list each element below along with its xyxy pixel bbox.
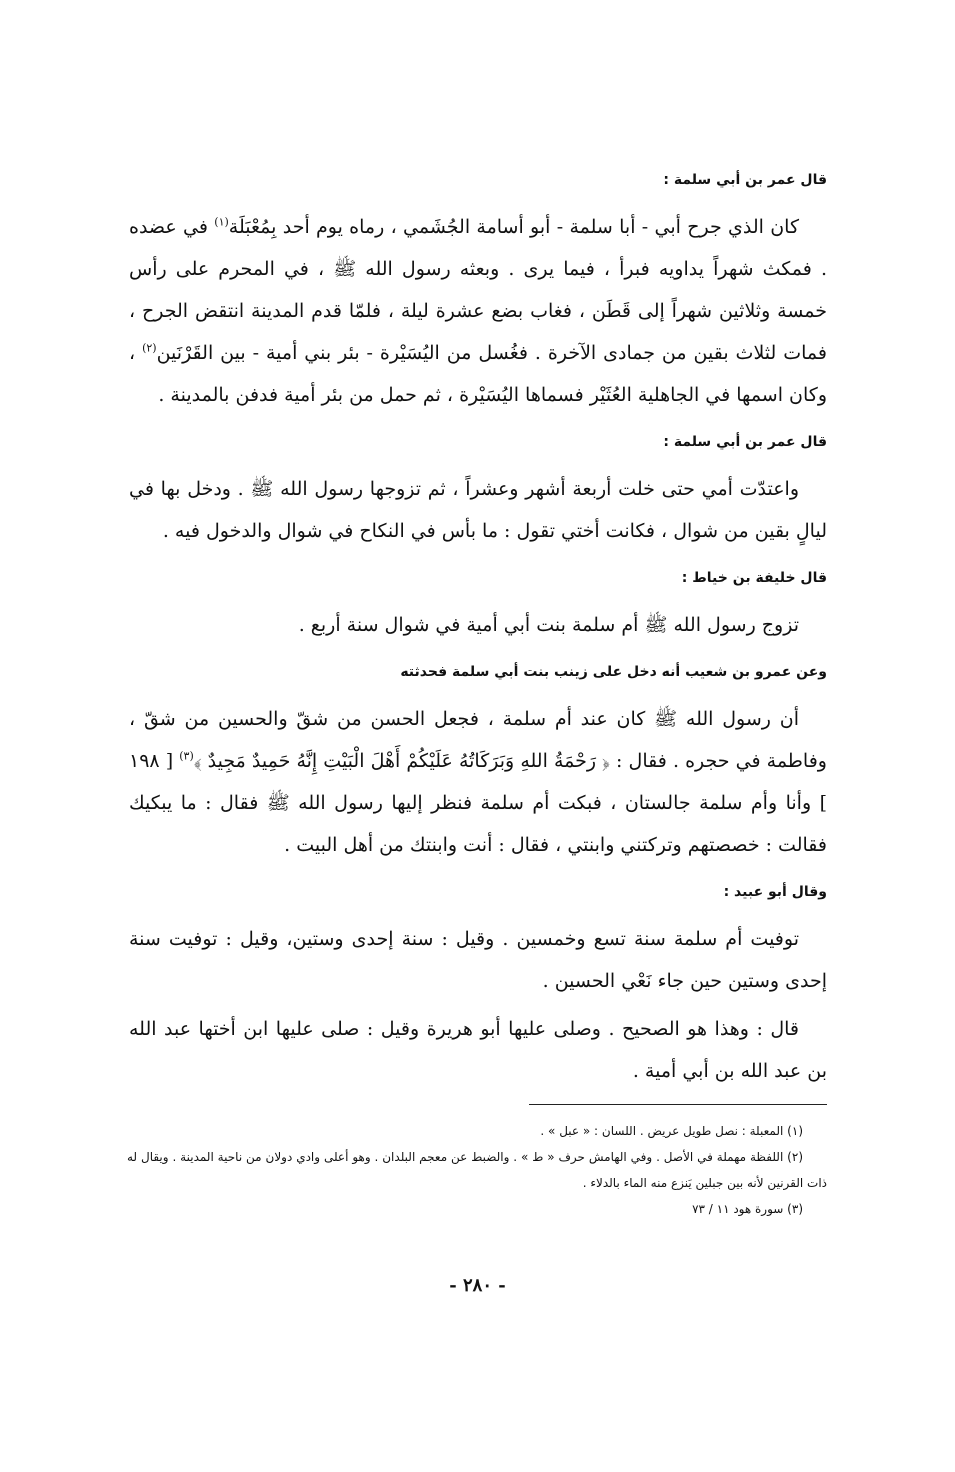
paragraph-text: [ ١٩٨ ] وأنا وأم سلمة جالستان ، فبكت أم سلمة فنظر إليها رسول الله ﷺ فقال : ما يبكيك فقالت : خصصتهم وتركتني وابنتي ، فقال : أنت وابنتك من أهل البيت . [129, 750, 827, 856]
section-heading: قال عمر بن أبي سلمة : [663, 434, 827, 450]
footnote-ref[interactable]: (٢) [142, 341, 157, 355]
paragraph-text: كان الذي جرح أبي - أبا سلمة - أبو أسامة الجُشَمي ، رماه يوم أحد بِمُعْبَلَة [228, 216, 799, 238]
section-heading: قال عمر بن أبي سلمة : [663, 172, 827, 188]
footnotes [127, 1118, 827, 1222]
paragraph-text: في عضده . فمكث شهراً يداويه فبرأ ، فيما يرى . وبعثه رسول الله ﷺ ، في المحرم على رأس خمسة وثلاثين شهراً إلى قَطَن ، فغاب بضع عشرة ليلة ، فلمّا قدم المدينة انتقض الجرح ، فمات لثلاث بقين من جمادى الآخرة . فغُسل من اليُسَيْرة - بئر بني أمية - بين القَرْنَين [129, 216, 827, 364]
footnote-1: (١) المعبلة : نصل طويل عريض . اللسان : « عبل » . [540, 1124, 803, 1138]
paragraph-text: أن رسول الله ﷺ كان عند أم سلمة ، فجعل الحسن من شقّ والحسين من شقّ ، وفاطمة في حجره . فقال : ﴿ رَحْمَةُ اللهِ وَبَرَكَاتُهُ عَلَيْكُمْ أَهْلَ الْبَيْتِ إِنَّهُ حَمِيدٌ مَجِيدٌ ﴾ [129, 708, 827, 772]
section-2 [129, 432, 827, 552]
footnote-separator [529, 1104, 827, 1105]
section-paragraph [129, 206, 827, 416]
footnote-ref[interactable]: (٣) [179, 749, 194, 763]
section-5 [129, 882, 827, 1002]
paragraph-text: ، وكان اسمها في الجاهلية العُثَيْر فسماها اليُسَيْرة ، ثم حمل من بئر أمية فدفن بالمدينة . [129, 342, 827, 406]
section-paragraph: قال : وهذا هو الصحيح . وصلى عليها أبو هريرة وقيل : صلى عليها ابن أختها عبد الله بن عبد الله بن أبي أمية . [129, 1018, 827, 1082]
section-paragraph: واعتدّت أمي حتى خلت أربعة أشهر وعشراً ، ثم تزوجها رسول الله ﷺ . ودخل بها في ليالٍ بقين من شوال ، فكانت أختي تقول : ما بأس في النكاح في شوال والدخول فيه . [129, 478, 827, 542]
section-6 [129, 1008, 827, 1092]
footnote-3: (٣) سورة هود ١١ / ٧٣ [692, 1202, 803, 1216]
section-4 [129, 662, 827, 866]
section-3 [129, 568, 827, 646]
section-heading: وعن عمرو بن شعيب أنه دخل على زينب بنت أبي سلمة فحدثته [400, 664, 827, 680]
section-heading: قال خليفة بن خياط : [681, 570, 827, 586]
section-1 [129, 170, 827, 416]
section-paragraph: توفيت أم سلمة سنة تسع وخمسين . وقيل : سنة إحدى وستين، وقيل : توفيت سنة إحدى وستين حين جاء نَعْي الحسين . [129, 928, 827, 992]
page-number: - ٢٨٠ - [449, 1275, 506, 1296]
section-paragraph: تزوج رسول الله ﷺ أم سلمة بنت أبي أمية في شوال سنة أربع . [298, 614, 799, 636]
footnote-ref[interactable]: (١) [214, 215, 229, 229]
section-paragraph [129, 698, 827, 866]
section-heading: وقال أبو عبيد : [723, 884, 827, 900]
footnote-2: (٢) اللفظة مهملة في الأصل . وفي الهامش حرف « ط » . والضبط عن معجم البلدان . وهو أعلى وادي دولان من ناحية المدينة . ويقال له ذات القرنين لأنه بين جبلين يَنزع منه الماء بالدلاء . [127, 1150, 827, 1190]
